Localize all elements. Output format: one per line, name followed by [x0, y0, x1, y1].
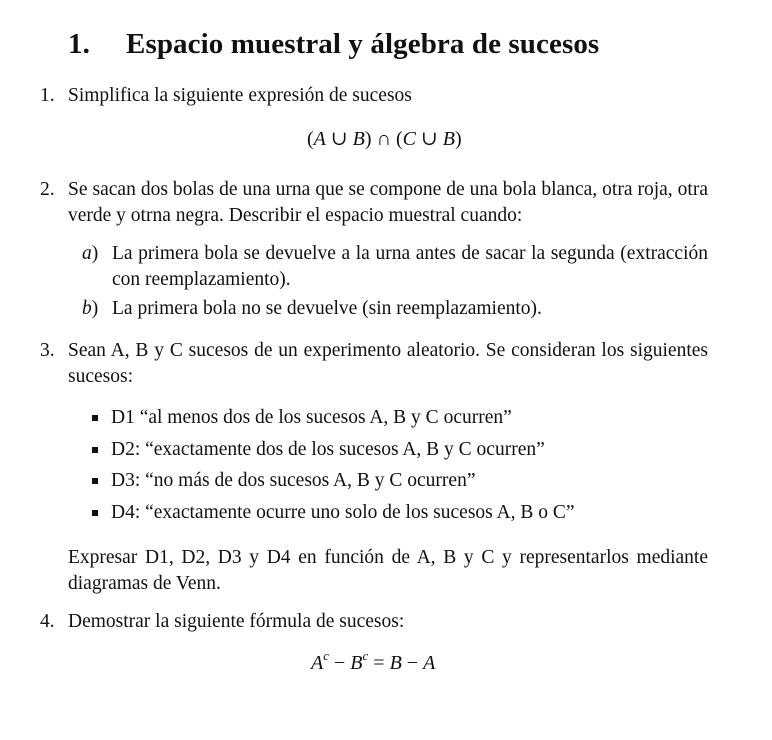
- exercise-number: 2.: [40, 179, 55, 200]
- subitem-letter: a: [82, 243, 92, 264]
- math-minus: −: [329, 652, 351, 674]
- exercise-text: Demostrar la siguiente fórmula de sucesos:: [68, 611, 405, 632]
- math-var: B: [389, 652, 402, 674]
- bullet-item: [92, 405, 512, 431]
- exercise-1: [40, 83, 708, 109]
- math-minus: −: [401, 652, 424, 674]
- math-union: ∪: [325, 128, 353, 150]
- subitem-paren: ): [91, 298, 99, 319]
- bullet-text: D3: “no más de dos sucesos A, B y C ocurren”: [111, 470, 476, 491]
- exercise-number: 4.: [40, 611, 55, 632]
- formula-prove: [311, 648, 436, 675]
- exercise-text: Simplifica la siguiente expresión de sucesos: [68, 85, 412, 106]
- section-number: 1.: [68, 28, 90, 60]
- subitem-text: La primera bola no se devuelve (sin reemplazamiento).: [112, 298, 542, 319]
- exercise-text: Se sacan dos bolas de una urna que se compone de una bola blanca, otra roja, otra verde y otrna negra. Describir el espacio muestral cuando:: [68, 179, 708, 226]
- math-paren: ): [455, 128, 462, 150]
- section-title: Espacio muestral y álgebra de sucesos: [126, 28, 600, 60]
- bullet-text: D4: “exactamente ocurre uno solo de los sucesos A, B o C”: [111, 502, 575, 523]
- subitem-paren: ): [91, 243, 99, 264]
- math-var: B: [352, 128, 365, 150]
- formula-simplify: [307, 126, 462, 151]
- math-var: B: [350, 652, 363, 674]
- exercise-2: [40, 177, 708, 229]
- math-complement: c: [323, 648, 329, 663]
- bullet-text: D1 “al menos dos de los sucesos A, B y C ocurren”: [111, 407, 512, 428]
- math-var: B: [442, 128, 455, 150]
- exercise-text: Sean A, B y C sucesos de un experimento aleatorio. Se consideran los siguientes sucesos:: [68, 340, 708, 387]
- bullet-square-icon: [92, 510, 98, 516]
- bullet-item: [92, 500, 575, 526]
- math-paren: ): [364, 128, 372, 150]
- math-equals: =: [368, 652, 390, 674]
- math-var: A: [313, 128, 326, 150]
- math-union: ∪: [416, 128, 443, 150]
- subitem-b: [82, 296, 708, 322]
- math-var: C: [402, 128, 417, 150]
- math-paren: (: [396, 128, 403, 150]
- exercise-number: 3.: [40, 340, 55, 361]
- math-intersection: ∩: [371, 128, 396, 150]
- section-heading: [68, 28, 599, 61]
- bullet-item: [92, 468, 475, 494]
- bullet-square-icon: [92, 415, 98, 421]
- followup-text: Expresar D1, D2, D3 y D4 en función de A, B y C y representarlos mediante diagramas de Venn.: [68, 547, 708, 594]
- bullet-text: D2: “exactamente dos de los sucesos A, B y C ocurren”: [111, 439, 545, 460]
- math-var: A: [311, 652, 324, 674]
- exercise-3-followup: [40, 545, 708, 597]
- subitem-label: [82, 241, 98, 267]
- subitem-a: [82, 241, 708, 293]
- bullet-square-icon: [92, 447, 98, 453]
- subitem-letter: b: [82, 298, 92, 319]
- exercise-number: 1.: [40, 85, 55, 106]
- bullet-square-icon: [92, 478, 98, 484]
- subitem-text: La primera bola se devuelve a la urna antes de sacar la segunda (extracción con reemplazamiento).: [112, 243, 708, 290]
- bullet-item: [92, 437, 545, 463]
- subitem-label: [82, 296, 98, 322]
- math-paren: (: [307, 128, 314, 150]
- exercise-4: [40, 609, 708, 635]
- math-complement: c: [362, 648, 369, 663]
- math-var: A: [423, 652, 436, 674]
- exercise-3: [40, 338, 708, 390]
